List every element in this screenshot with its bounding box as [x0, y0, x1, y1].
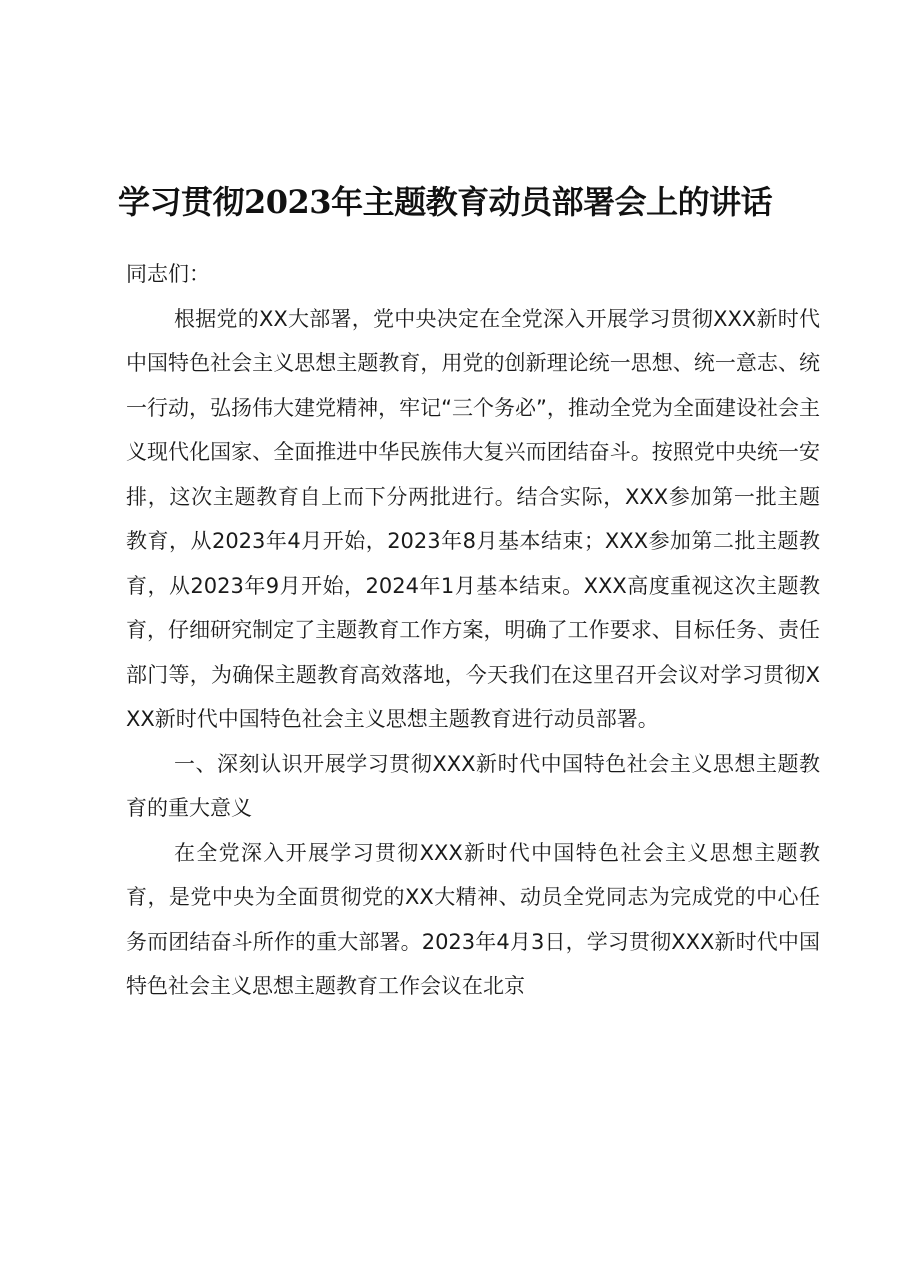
document-body: [126, 252, 820, 1009]
paragraph-section-1: 在全党深入开展学习贯彻XXX新时代中国特色社会主义思想主题教育，是党中央为全面贯彻党的XX大精神、动员全党同志为完成党的中心任务而团结奋斗所作的重大部署。2023年4月3日，学习贯彻XXX新时代中国特色社会主义思想主题教育工作会议在北京: [126, 840, 820, 998]
section-heading-1: 一、深刻认识开展学习贯彻XXX新时代中国特色社会主义思想主题教育的重大意义: [126, 751, 820, 820]
salutation: 同志们：: [126, 262, 210, 286]
paragraph-intro: 根据党的XX大部署，党中央决定在全党深入开展学习贯彻XXX新时代中国特色社会主义思想主题教育，用党的创新理论统一思想、统一意志、统一行动，弘扬伟大建党精神，牢记“三个务必”，推动全党为全面建设社会主义现代化国家、全面推进中华民族伟大复兴而团结奋斗。按照党中央统一安排，这次主题教育自上而下分两批进行。结合实际，XXX参加第一批主题教育，从2023年4月开始，2023年8月基本结束；XXX参加第二批主题教育，从2023年9月开始，2024年1月基本结束。XXX高度重视这次主题教育，仔细研究制定了主题教育工作方案，明确了工作要求、目标任务、责任部门等，为确保主题教育高效落地，今天我们在这里召开会议对学习贯彻XXX新时代中国特色社会主义思想主题教育进行动员部署。: [126, 306, 820, 731]
document-title: 学习贯彻2023年主题教育动员部署会上的讲话: [118, 183, 773, 221]
